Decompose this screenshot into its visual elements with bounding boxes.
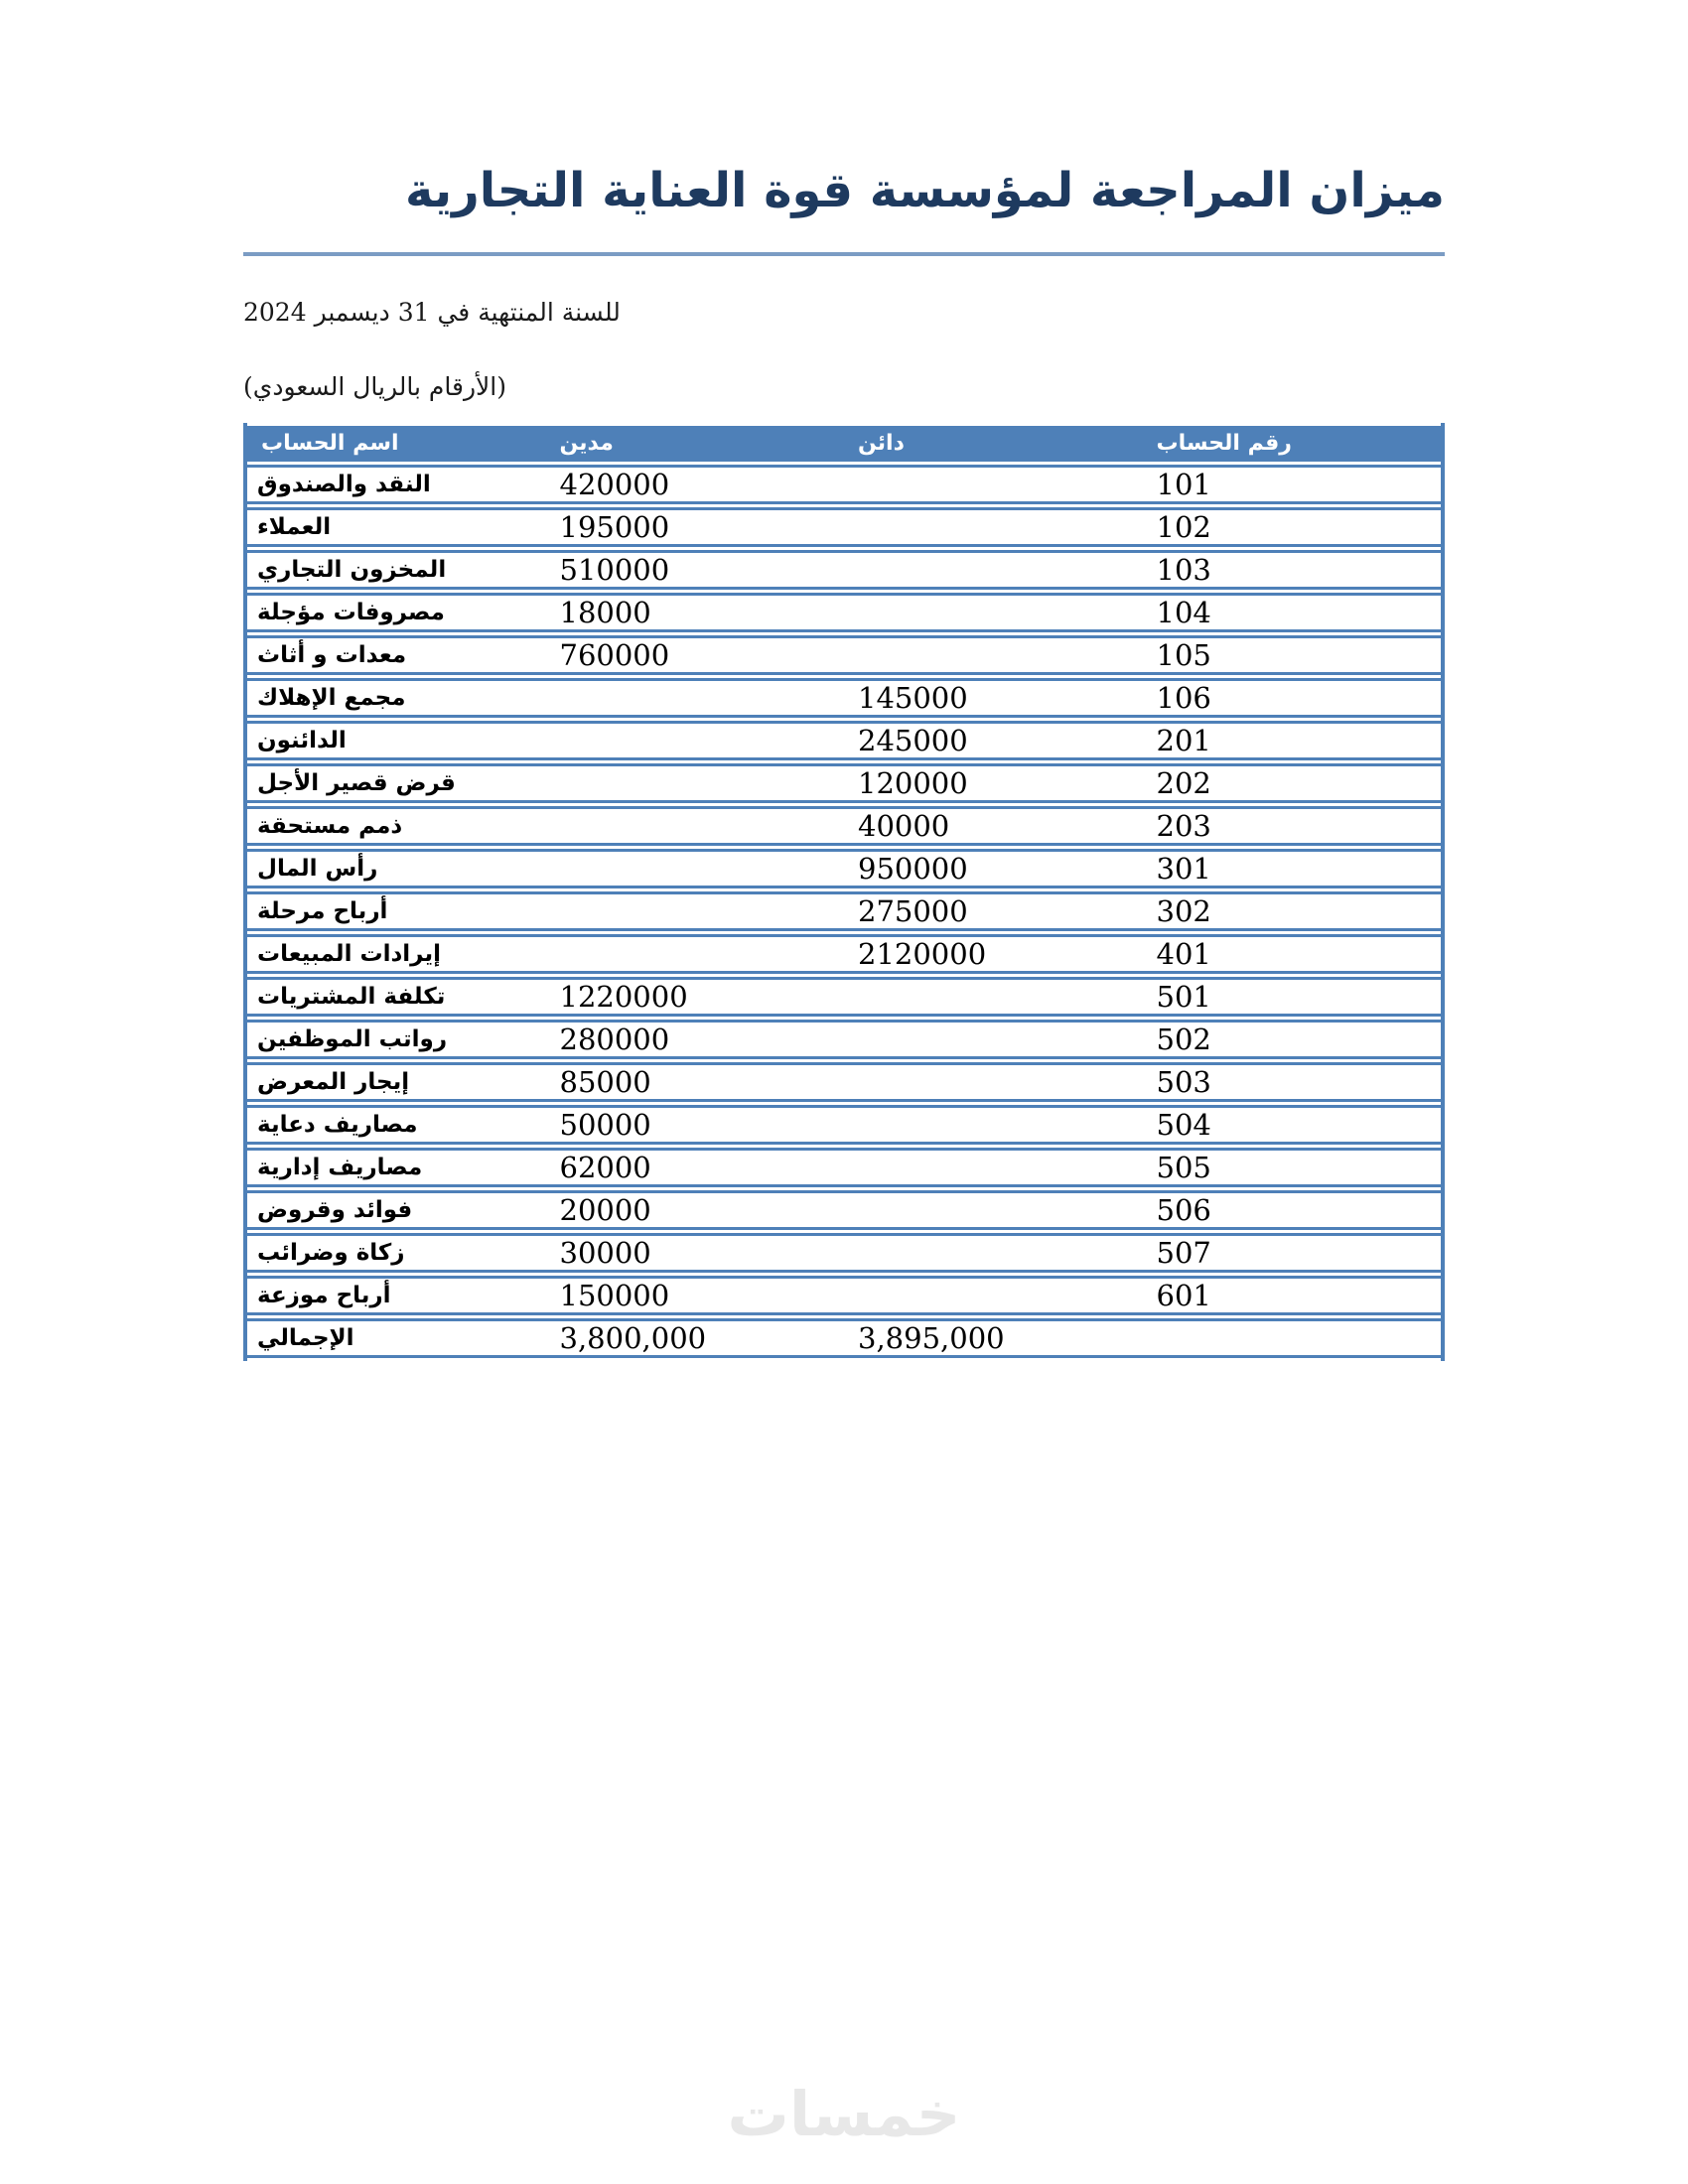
table-row	[247, 934, 1441, 974]
cell-debit: 50000	[546, 1105, 845, 1145]
cell-account-name: المخزون التجاري	[247, 550, 546, 590]
cell-account-name: إيرادات المبيعات	[247, 934, 546, 974]
cell-credit	[844, 465, 1143, 504]
cell-account-number: 504	[1143, 1105, 1442, 1145]
table-row	[247, 891, 1441, 931]
cell-account-number: 104	[1143, 593, 1442, 632]
cell-debit: 420000	[546, 465, 845, 504]
cell-account-number: 601	[1143, 1276, 1442, 1315]
page-title: ميزان المراجعة لمؤسسة قوة العناية التجارية	[243, 0, 1445, 256]
table-row	[247, 763, 1441, 803]
cell-account-number: 203	[1143, 806, 1442, 846]
trial-balance-table	[243, 423, 1445, 1361]
table-row	[247, 1105, 1441, 1145]
cell-account-number: 102	[1143, 507, 1442, 547]
table-row	[247, 507, 1441, 547]
table-row	[247, 550, 1441, 590]
cell-account-number: 103	[1143, 550, 1442, 590]
cell-debit: 1220000	[546, 977, 845, 1017]
cell-credit	[844, 1062, 1143, 1102]
cell-debit	[546, 763, 845, 803]
cell-account-name: العملاء	[247, 507, 546, 547]
col-header-credit: دائن	[844, 426, 1143, 462]
cell-account-name: رأس المال	[247, 849, 546, 888]
cell-account-name: إيجار المعرض	[247, 1062, 546, 1102]
table-row	[247, 1276, 1441, 1315]
table-row	[247, 806, 1441, 846]
cell-account-number: 501	[1143, 977, 1442, 1017]
cell-debit: 280000	[546, 1020, 845, 1059]
cell-account-name: أرباح موزعة	[247, 1276, 546, 1315]
cell-account-number: 201	[1143, 721, 1442, 760]
cell-debit: 30000	[546, 1233, 845, 1273]
cell-account-name: فوائد وقروض	[247, 1190, 546, 1230]
cell-account-name: مجمع الإهلاك	[247, 678, 546, 718]
cell-credit: 40000	[844, 806, 1143, 846]
cell-account-name: أرباح مرحلة	[247, 891, 546, 931]
cell-account-name: مصروفات مؤجلة	[247, 593, 546, 632]
table-row	[247, 1148, 1441, 1187]
cell-account-number: 502	[1143, 1020, 1442, 1059]
cell-credit	[844, 550, 1143, 590]
table-row	[247, 593, 1441, 632]
cell-credit	[844, 1148, 1143, 1187]
cell-debit: 150000	[546, 1276, 845, 1315]
table-row	[247, 977, 1441, 1017]
cell-credit	[844, 1020, 1143, 1059]
cell-debit	[546, 891, 845, 931]
table-header-row	[247, 426, 1441, 462]
table-row	[247, 1233, 1441, 1273]
table-row	[247, 721, 1441, 760]
table-row	[247, 635, 1441, 675]
cell-account-name: زكاة وضرائب	[247, 1233, 546, 1273]
cell-credit: 245000	[844, 721, 1143, 760]
cell-credit: 3,895,000	[844, 1318, 1143, 1358]
table-row	[247, 1062, 1441, 1102]
cell-credit	[844, 593, 1143, 632]
cell-credit	[844, 507, 1143, 547]
cell-account-number: 401	[1143, 934, 1442, 974]
cell-account-number: 106	[1143, 678, 1442, 718]
khamsat-watermark-logo: خمسات	[727, 2078, 961, 2150]
cell-debit: 195000	[546, 507, 845, 547]
cell-account-name: معدات و أثاث	[247, 635, 546, 675]
cell-credit: 275000	[844, 891, 1143, 931]
cell-account-number: 505	[1143, 1148, 1442, 1187]
cell-account-number	[1143, 1318, 1442, 1358]
cell-account-number: 101	[1143, 465, 1442, 504]
col-header-account-number: رقم الحساب	[1143, 426, 1442, 462]
cell-debit	[546, 934, 845, 974]
cell-debit: 760000	[546, 635, 845, 675]
cell-debit: 510000	[546, 550, 845, 590]
cell-credit	[844, 977, 1143, 1017]
cell-account-number: 507	[1143, 1233, 1442, 1273]
cell-credit: 2120000	[844, 934, 1143, 974]
cell-account-name: قرض قصير الأجل	[247, 763, 546, 803]
cell-account-number: 506	[1143, 1190, 1442, 1230]
cell-account-number: 301	[1143, 849, 1442, 888]
cell-debit	[546, 806, 845, 846]
table-row	[247, 465, 1441, 504]
col-header-debit: مدين	[546, 426, 845, 462]
table-row	[247, 1190, 1441, 1230]
cell-debit	[546, 678, 845, 718]
cell-credit	[844, 1276, 1143, 1315]
cell-debit: 20000	[546, 1190, 845, 1230]
cell-debit: 18000	[546, 593, 845, 632]
cell-account-name: تكلفة المشتريات	[247, 977, 546, 1017]
cell-debit: 85000	[546, 1062, 845, 1102]
cell-account-name: النقد والصندوق	[247, 465, 546, 504]
cell-credit: 120000	[844, 763, 1143, 803]
cell-credit	[844, 1105, 1143, 1145]
cell-credit: 145000	[844, 678, 1143, 718]
period-subtitle: للسنة المنتهية في 31 ديسمبر 2024	[243, 297, 621, 327]
cell-account-name: الدائنون	[247, 721, 546, 760]
table-row	[247, 1020, 1441, 1059]
cell-debit: 62000	[546, 1148, 845, 1187]
cell-debit	[546, 849, 845, 888]
cell-debit	[546, 721, 845, 760]
cell-account-number: 302	[1143, 891, 1442, 931]
cell-credit: 950000	[844, 849, 1143, 888]
cell-credit	[844, 1190, 1143, 1230]
cell-credit	[844, 1233, 1143, 1273]
cell-account-name: مصاريف إدارية	[247, 1148, 546, 1187]
col-header-account-name: اسم الحساب	[247, 426, 546, 462]
cell-account-name: رواتب الموظفين	[247, 1020, 546, 1059]
cell-debit: 3,800,000	[546, 1318, 845, 1358]
cell-account-name: مصاريف دعاية	[247, 1105, 546, 1145]
cell-account-name: ذمم مستحقة	[247, 806, 546, 846]
currency-note: (الأرقام بالريال السعودي)	[243, 371, 506, 401]
document-content	[243, 0, 1445, 1361]
cell-account-number: 503	[1143, 1062, 1442, 1102]
table-row	[247, 849, 1441, 888]
table-row	[247, 678, 1441, 718]
cell-credit	[844, 635, 1143, 675]
table-total-row	[247, 1318, 1441, 1358]
cell-account-name: الإجمالي	[247, 1318, 546, 1358]
cell-account-number: 202	[1143, 763, 1442, 803]
cell-account-number: 105	[1143, 635, 1442, 675]
